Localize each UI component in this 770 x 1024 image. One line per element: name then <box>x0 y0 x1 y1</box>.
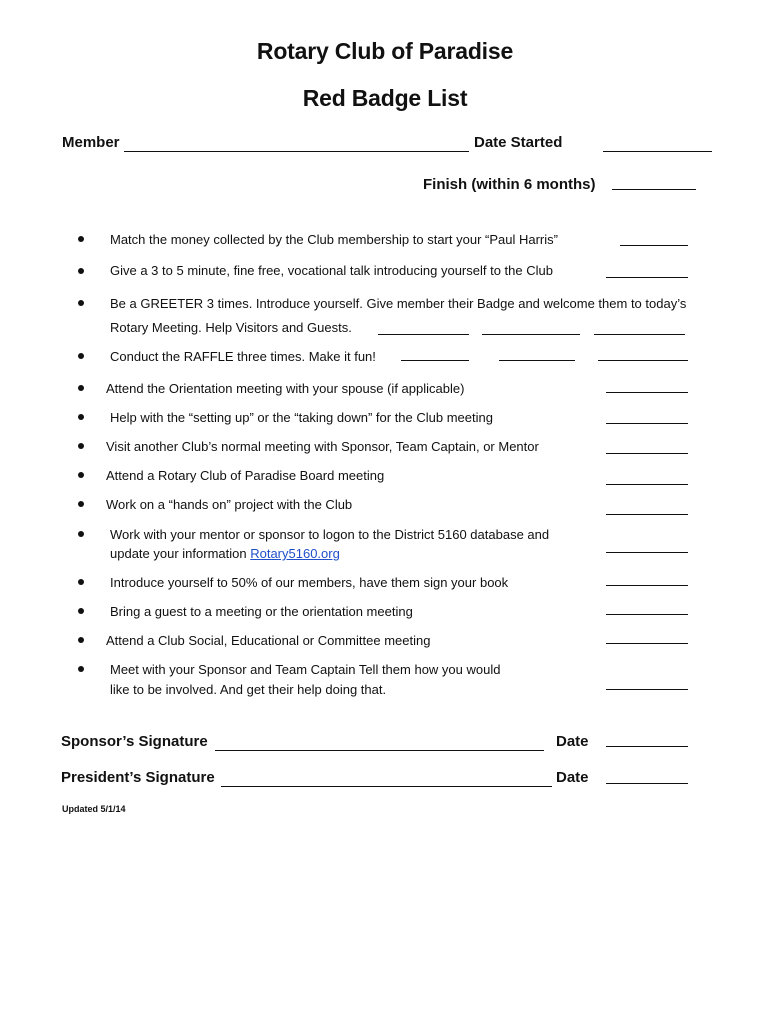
bullet-icon <box>78 531 84 537</box>
item-blank[interactable] <box>606 392 688 393</box>
item-blank[interactable] <box>606 484 688 485</box>
page-subtitle: Red Badge List <box>302 85 468 111</box>
item-blank[interactable] <box>606 423 688 424</box>
sponsor-date-label: Date <box>556 733 589 750</box>
item-blank[interactable] <box>606 643 688 644</box>
bullet-icon <box>78 300 84 306</box>
checklist-item: Match the money collected by the Club membership to start your “Paul Harris” <box>110 232 558 247</box>
bullet-icon <box>78 353 84 359</box>
item-blank[interactable] <box>620 245 688 246</box>
sponsor-date-blank[interactable] <box>606 746 688 747</box>
bullet-icon <box>78 236 84 242</box>
checklist-item-continued: Rotary Meeting. Help Visitors and Guests. <box>110 320 352 335</box>
finish-blank[interactable] <box>612 189 696 190</box>
bullet-icon <box>78 443 84 449</box>
bullet-icon <box>78 472 84 478</box>
checklist-item: Give a 3 to 5 minute, fine free, vocational talk introducing yourself to the Club <box>110 263 553 278</box>
checklist-item: Work on a “hands on” project with the Club <box>106 497 353 512</box>
item-blank[interactable] <box>606 514 688 515</box>
president-signature-blank[interactable] <box>221 786 552 787</box>
member-blank[interactable] <box>124 151 469 152</box>
bullet-icon <box>78 608 84 614</box>
item-blank[interactable] <box>606 453 688 454</box>
item-blank[interactable] <box>401 360 469 361</box>
item-blank[interactable] <box>606 614 688 615</box>
bullet-icon <box>78 579 84 585</box>
checklist-item: Visit another Club’s normal meeting with Sponsor, Team Captain, or Mentor <box>106 439 539 454</box>
item-blank[interactable] <box>606 277 688 278</box>
checklist-item: Attend a Rotary Club of Paradise Board meeting <box>106 468 385 483</box>
president-date-blank[interactable] <box>606 783 688 784</box>
item-blank[interactable] <box>606 552 688 553</box>
checklist-item: Meet with your Sponsor and Team Captain Tell them how you would <box>110 662 501 677</box>
district-link[interactable]: Rotary5160.org <box>250 546 340 561</box>
checklist-item: Attend the Orientation meeting with your spouse (if applicable) <box>106 381 465 396</box>
item-blank[interactable] <box>378 334 469 335</box>
member-label: Member <box>62 134 120 151</box>
checklist-item: Introduce yourself to 50% of our members, have them sign your book <box>110 575 509 590</box>
item-blank[interactable] <box>606 689 688 690</box>
date-started-label: Date Started <box>474 134 563 151</box>
sponsor-signature-blank[interactable] <box>215 750 544 751</box>
item-blank[interactable] <box>598 360 688 361</box>
bullet-icon <box>78 268 84 274</box>
finish-label: Finish (within 6 months) <box>423 176 596 193</box>
checklist-item: Work with your mentor or sponsor to logon to the District 5160 database and <box>110 527 550 542</box>
page-title: Rotary Club of Paradise <box>256 38 514 64</box>
checklist-item-continued <box>110 544 340 563</box>
bullet-icon <box>78 385 84 391</box>
checklist-item: Be a GREETER 3 times. Introduce yourself. Give member their Badge and welcome them to today’s <box>110 296 687 311</box>
bullet-icon <box>78 501 84 507</box>
sponsor-signature-label: Sponsor’s Signature <box>61 733 208 750</box>
bullet-icon <box>78 637 84 643</box>
checklist-item: Bring a guest to a meeting or the orientation meeting <box>110 604 413 619</box>
item-blank[interactable] <box>482 334 580 335</box>
bullet-icon <box>78 666 84 672</box>
checklist-item-text: update your information <box>110 546 247 561</box>
item-blank[interactable] <box>594 334 685 335</box>
president-date-label: Date <box>556 769 589 786</box>
updated-note: Updated 5/1/14 <box>62 804 126 814</box>
item-blank[interactable] <box>606 585 688 586</box>
checklist-item: Attend a Club Social, Educational or Committee meeting <box>106 633 431 648</box>
bullet-icon <box>78 414 84 420</box>
checklist-item-continued: like to be involved. And get their help doing that. <box>110 682 387 697</box>
president-signature-label: President’s Signature <box>61 769 215 786</box>
checklist-item: Help with the “setting up” or the “taking down” for the Club meeting <box>110 410 493 425</box>
checklist-item: Conduct the RAFFLE three times. Make it fun! <box>110 349 376 364</box>
date-started-blank[interactable] <box>603 151 712 152</box>
item-blank[interactable] <box>499 360 575 361</box>
